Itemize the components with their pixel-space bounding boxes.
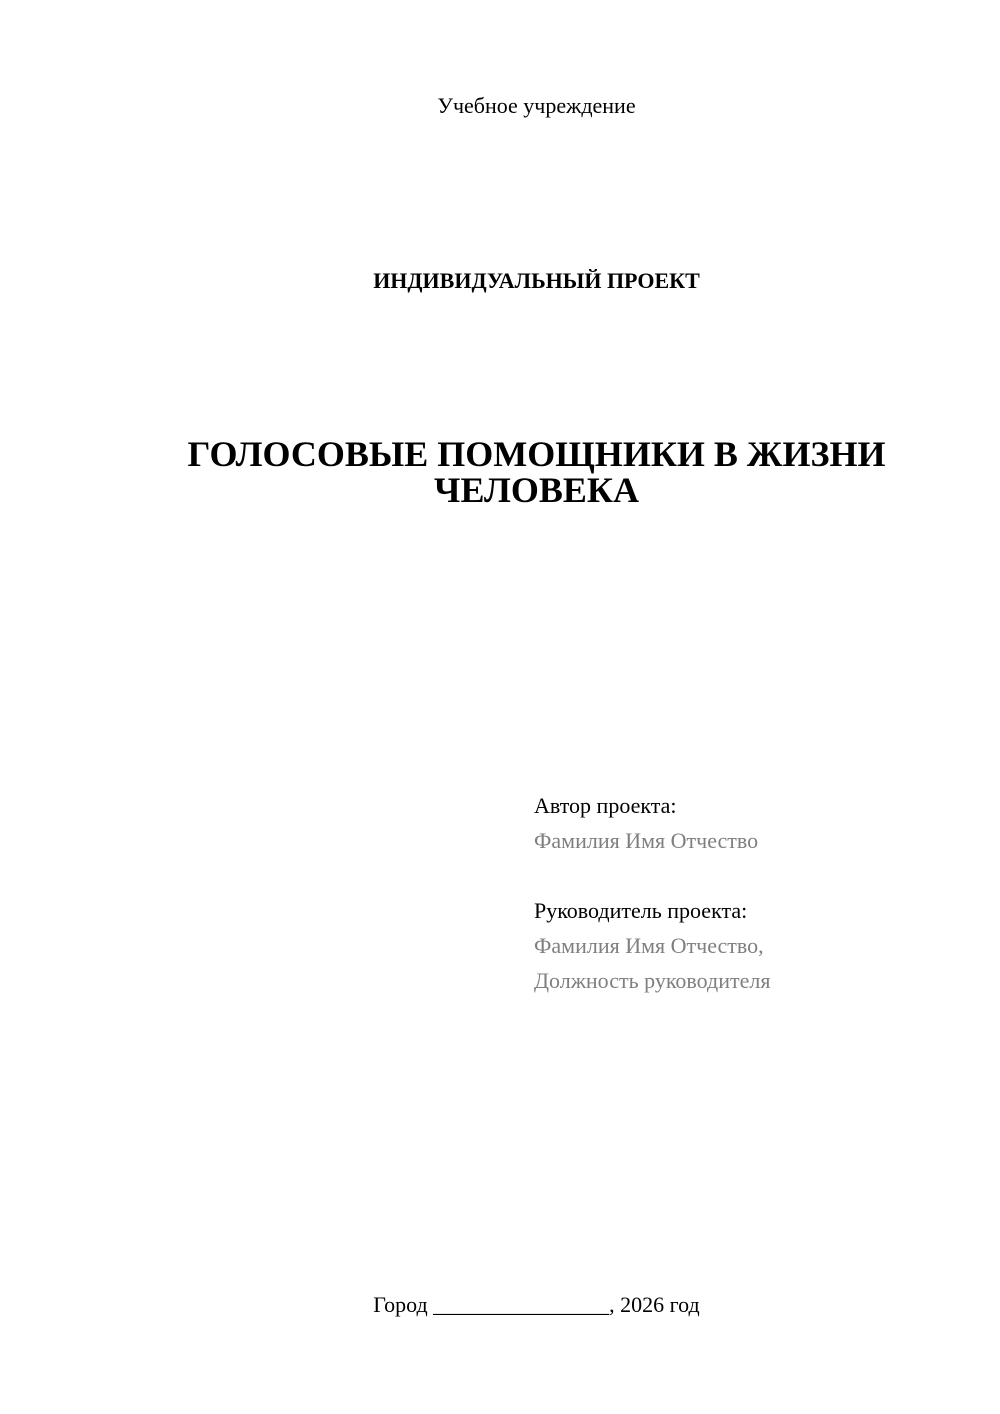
supervisor-name: Фамилия Имя Отчество, (534, 933, 764, 958)
supervisor-position: Должность руководителя (534, 968, 771, 993)
author-name: Фамилия Имя Отчество (534, 828, 759, 853)
project-info-block (534, 788, 974, 998)
project-type-heading: ИНДИВИДУАЛЬНЫЙ ПРОЕКТ (373, 268, 700, 293)
author-label: Автор проекта: (534, 793, 677, 818)
project-title (73, 436, 1000, 508)
project-title-line-1: ГОЛОСОВЫЕ ПОМОЩНИКИ В ЖИЗНИ (187, 434, 886, 474)
info-spacer (534, 858, 974, 893)
supervisor-label: Руководитель проекта: (534, 898, 748, 923)
project-title-line-2: ЧЕЛОВЕКА (434, 470, 639, 510)
city-year-line: Город ________________, 2026 год (373, 1292, 700, 1317)
institution-name: Учебное учреждение (437, 93, 636, 118)
